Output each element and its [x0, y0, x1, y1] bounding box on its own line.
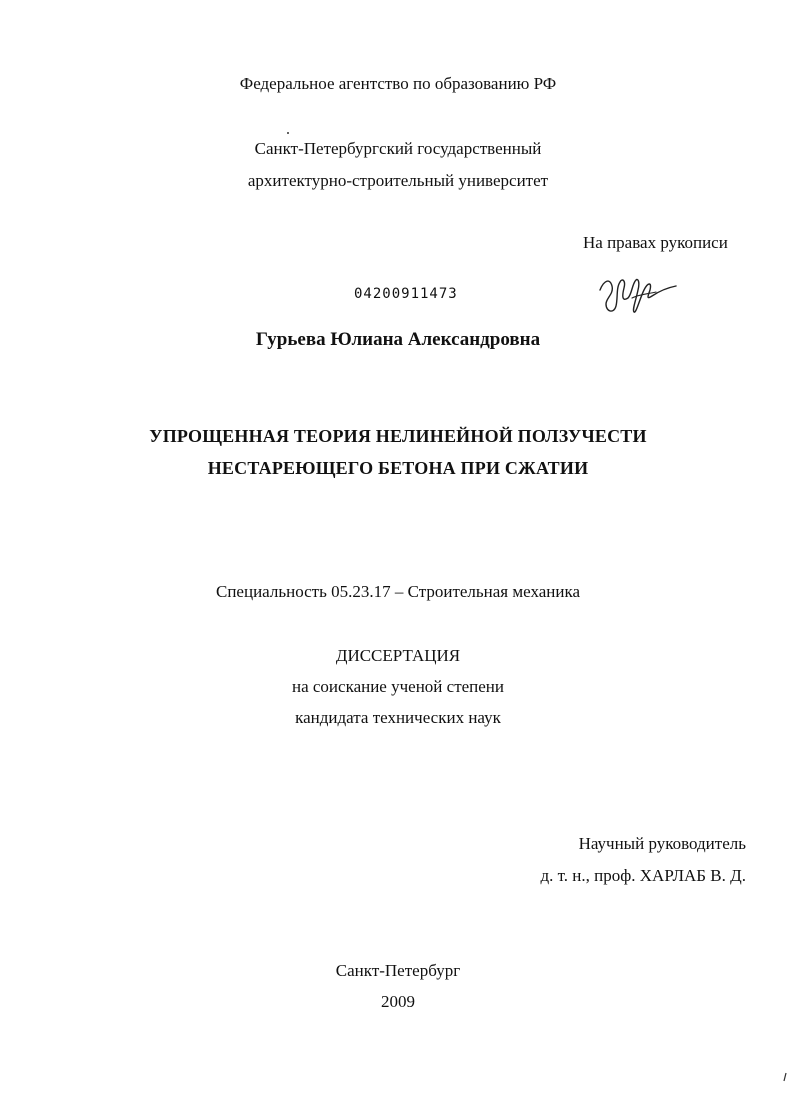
- registration-number: 04200911473: [354, 286, 458, 302]
- university-line-1: Санкт-Петербургский государственный: [254, 139, 542, 158]
- supervisor-name: д. т. н., проф. ХАРЛАБ В. Д.: [540, 866, 746, 885]
- agency-line: Федеральное агентство по образованию РФ: [239, 74, 557, 93]
- rights-note: На правах рукописи: [583, 233, 728, 252]
- title-line-1: УПРОЩЕННАЯ ТЕОРИЯ НЕЛИНЕЙНОЙ ПОЛЗУЧЕСТИ: [149, 426, 647, 446]
- university-line-2: архитектурно-строительный университет: [247, 171, 549, 190]
- title-line-2: НЕСТАРЕЮЩЕГО БЕТОНА ПРИ СЖАТИИ: [207, 458, 589, 478]
- author-name: Гурьева Юлиана Александровна: [255, 329, 541, 350]
- degree-line-2: кандидата технических наук: [295, 708, 501, 727]
- scan-speck: [287, 132, 289, 134]
- supervisor-label: Научный руководитель: [578, 834, 746, 853]
- handwritten-signature: [592, 268, 684, 320]
- degree-type: ДИССЕРТАЦИЯ: [335, 646, 461, 665]
- specialty: Специальность 05.23.17 – Строительная механика: [215, 582, 581, 601]
- city: Санкт-Петербург: [335, 961, 461, 980]
- year: 2009: [381, 992, 415, 1011]
- scan-mark: [782, 1072, 788, 1082]
- degree-line-1: на соискание ученой степени: [291, 677, 505, 696]
